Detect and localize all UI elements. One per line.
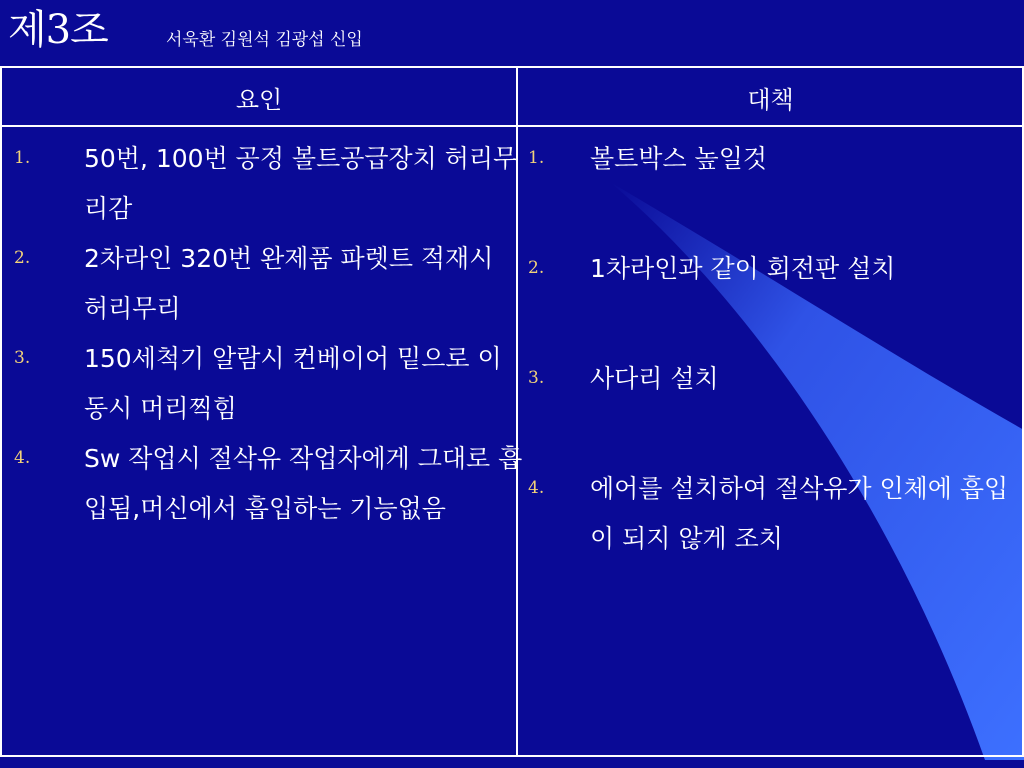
- cause-text: 50번, 100번 공정 볼트공급장치 허리무리감: [84, 144, 518, 223]
- item-number: 1.: [14, 148, 31, 168]
- cause-text: 150세척기 알람시 컨베이어 밑으로 이동시 머리찍힘: [84, 344, 502, 423]
- measure-text: 1차라인과 같이 회전판 설치: [590, 254, 896, 283]
- team-members: 서욱환 김원석 김광섭 신입: [166, 30, 363, 50]
- causes-list: [14, 134, 524, 534]
- item-number: 4.: [528, 478, 545, 498]
- item-number: 3.: [528, 368, 545, 388]
- list-item: [528, 354, 1024, 464]
- list-item: [528, 464, 1024, 564]
- slide-title: 제3조: [8, 7, 108, 53]
- list-item: [528, 244, 1024, 354]
- list-item: [528, 134, 1024, 244]
- item-number: 1.: [528, 148, 545, 168]
- cause-text: 2차라인 320번 완제품 파렛트 적재시 허리무리: [84, 244, 494, 323]
- measure-text: 사다리 설치: [590, 364, 719, 393]
- measure-text: 볼트박스 높일것: [590, 144, 767, 173]
- header-causes: 요인: [235, 85, 283, 114]
- measures-list: [528, 134, 1024, 564]
- item-number: 2.: [528, 258, 545, 278]
- list-item: [14, 134, 524, 234]
- measure-text: 에어를 설치하여 절삭유가 인체에 흡입이 되지 않게 조치: [590, 474, 1009, 553]
- item-number: 4.: [14, 448, 31, 468]
- list-item: [14, 434, 524, 534]
- item-number: 3.: [14, 348, 31, 368]
- header-measures: 대책: [747, 85, 794, 114]
- cause-text: Sw 작업시 절삭유 작업자에게 그대로 흡입됨,머신에서 흡입하는 기능없음: [84, 444, 523, 523]
- list-item: [14, 334, 524, 434]
- list-item: [14, 234, 524, 334]
- item-number: 2.: [14, 248, 31, 268]
